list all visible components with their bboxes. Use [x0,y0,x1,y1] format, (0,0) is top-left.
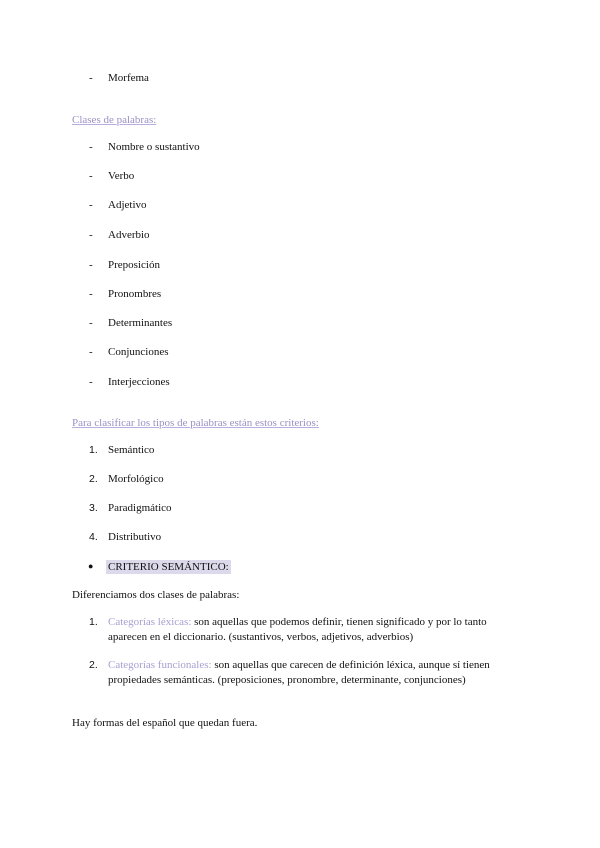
bullet-icon: ● [88,561,94,571]
list-item: Pronombres [108,288,162,300]
list-marker: - [89,346,93,358]
list-marker: - [89,170,93,182]
list-item: Preposición [108,259,160,271]
list-number: 2. [89,659,98,671]
list-item: Verbo [108,170,135,182]
list-item: Distributivo [108,531,162,543]
list-number: 1. [89,444,98,456]
list-marker: - [89,229,93,241]
definition-term: Categorías funcionales: [108,659,212,671]
criterion-heading: CRITERIO SEMÁNTICO: [108,561,229,573]
list-number: 4. [89,531,98,543]
definition-item [108,658,508,688]
section-heading-word-classes: Clases de palabras: [72,114,157,126]
list-marker: - [89,288,93,300]
section-heading-criteria: Para clasificar los tipos de palabras están estos criterios: [72,417,319,429]
list-marker: - [89,141,93,153]
paragraph-closing: Hay formas del español que quedan fuera. [72,717,258,729]
list-item: Semántico [108,444,155,456]
definition-term: Categorías léxicas: [108,616,192,628]
list-marker: - [89,259,93,271]
list-marker: - [89,72,93,84]
list-marker: - [89,376,93,388]
definition-item [108,615,508,645]
list-item: Adverbio [108,229,150,241]
list-item: Conjunciones [108,346,169,358]
list-item: Determinantes [108,317,173,329]
list-number: 1. [89,616,98,628]
list-marker: - [89,199,93,211]
definition-text: son aquellas que podemos definir, tienen significado y por lo tanto aparecen en el diccionario. (sustantivos, verbos, adjetivos, adverbios) [108,616,487,643]
paragraph-intro: Diferenciamos dos clases de palabras: [72,589,240,601]
list-item: Morfológico [108,473,164,485]
definition-text: son aquellas que carecen de definición léxica, aunque sí tienen propiedades semánticas. (preposiciones, pronombre, determinante, conjunciones) [108,659,490,686]
list-item: Morfema [108,72,149,84]
list-number: 3. [89,502,98,514]
list-number: 2. [89,473,98,485]
list-marker: - [89,317,93,329]
list-item: Nombre o sustantivo [108,141,200,153]
list-item: Paradigmático [108,502,172,514]
list-item: Adjetivo [108,199,147,211]
list-item: Interjecciones [108,376,170,388]
